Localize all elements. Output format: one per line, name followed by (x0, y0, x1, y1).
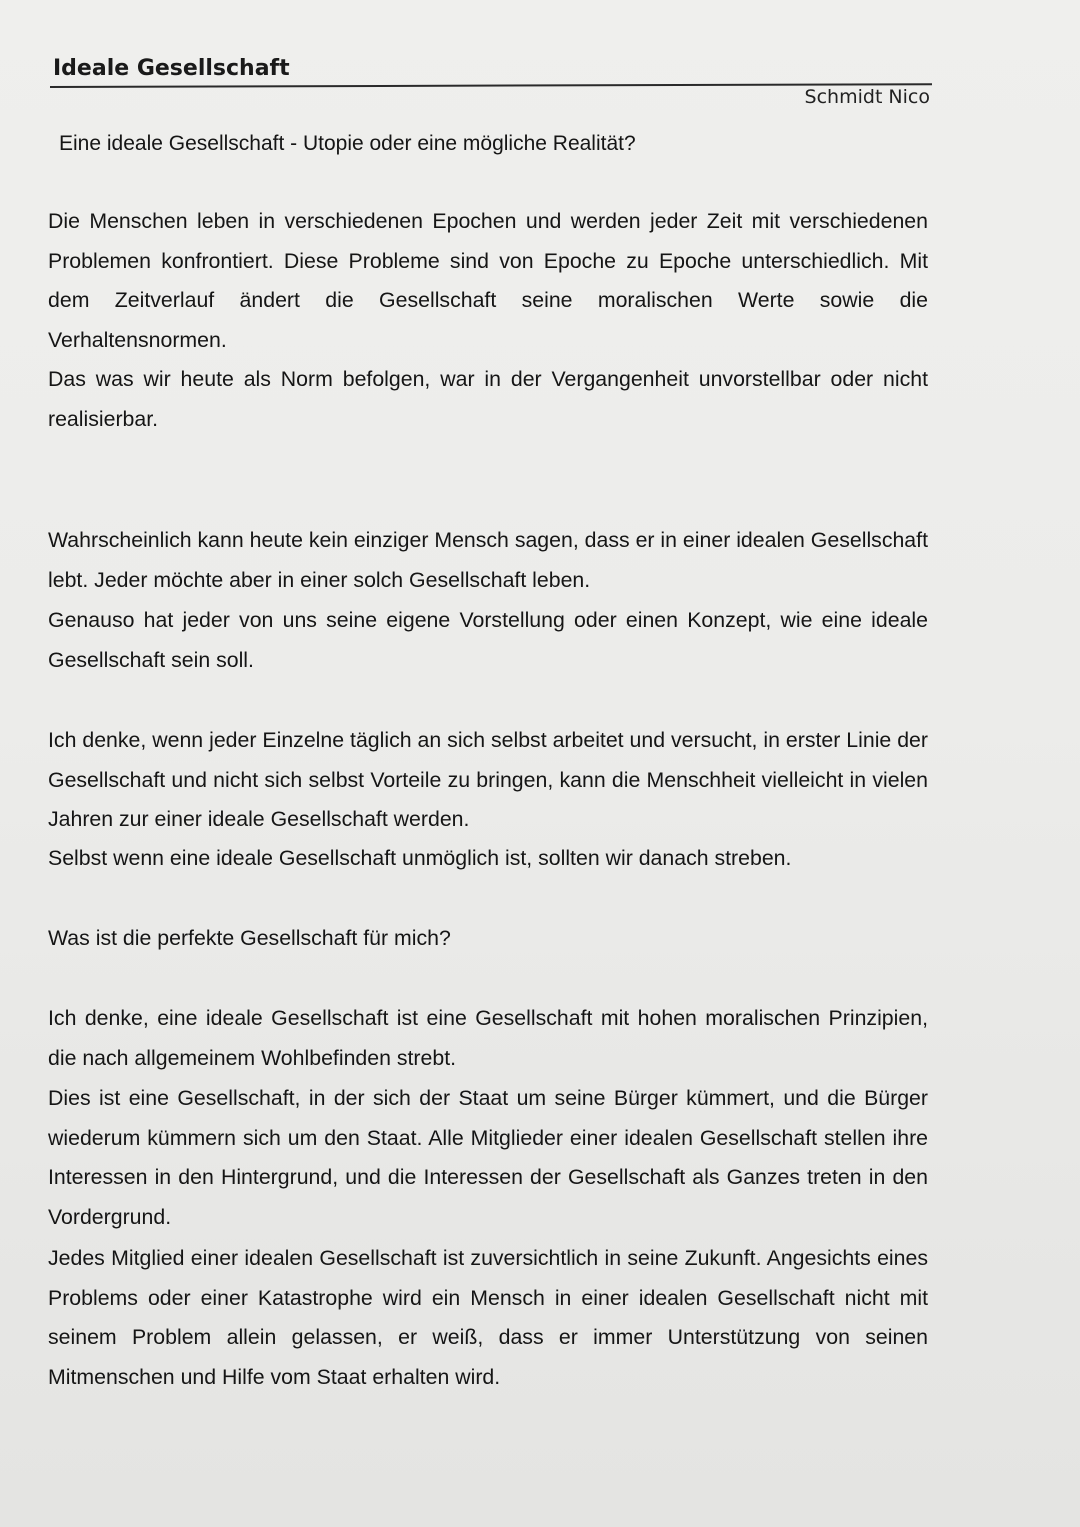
paragraph: Dies ist eine Gesellschaft, in der sich der Staat um seine Bürger kümmert, und die Bürger wiederum kümmern sich um den Staat. Alle Mitglieder einer idealen Gesellschaft stellen ihre Interessen in den Hintergrund, und die Interessen der Gesellschaft als Ganzes treten in den Vordergrund. (48, 1086, 928, 1229)
paragraph: Genauso hat jeder von uns seine eigene Vorstellung oder einen Konzept, wie eine ideale Gesellschaft sein soll. (48, 608, 928, 672)
paragraph: Das was wir heute als Norm befolgen, war in der Vergangenheit unvorstellbar oder nicht realisierbar. (48, 367, 928, 431)
paragraph: Wahrscheinlich kann heute kein einziger Mensch sagen, dass er in einer idealen Gesellschaft lebt. Jeder möchte aber in einer solch Gesellschaft leben. (48, 528, 928, 592)
paragraph: Jedes Mitglied einer idealen Gesellschaft ist zuversichtlich in seine Zukunft. Angesichts eines Problems oder einer Katastrophe wird ein Mensch in einer idealen Gesellschaft nicht mit seinem Problem allein gelassen, er weiß, dass er immer Unterstützung von seinen Mitmenschen und Hilfe vom Staat erhalten wird. (48, 1246, 928, 1389)
document-subtitle: Eine ideale Gesellschaft - Utopie oder eine mögliche Realität? (59, 132, 636, 155)
author-name: Schmidt Nico (804, 86, 930, 108)
paragraph: Die Menschen leben in verschiedenen Epochen und werden jeder Zeit mit verschiedenen Problemen konfrontiert. Diese Probleme sind von Epoche zu Epoche unterschiedlich. Mit dem Zeitverlauf ändert die Gesellschaft seine moralischen Werte sowie die Verhaltensnormen. (48, 209, 928, 352)
paragraph: Selbst wenn eine ideale Gesellschaft unmöglich ist, sollten wir danach streben. (48, 846, 792, 870)
section-question: Was ist die perfekte Gesellschaft für mich? (48, 926, 451, 950)
paragraph: Ich denke, wenn jeder Einzelne täglich an sich selbst arbeitet und versucht, in erster Linie der Gesellschaft und nicht sich selbst Vorteile zu bringen, kann die Menschheit vielleicht in vielen Jahren zur einer ideale Gesellschaft werden. (48, 728, 928, 831)
paragraph: Ich denke, eine ideale Gesellschaft ist eine Gesellschaft mit hohen moralischen Prinzipien, die nach allgemeinem Wohlbefinden strebt. (48, 1006, 928, 1070)
document-title: Ideale Gesellschaft (53, 56, 290, 81)
